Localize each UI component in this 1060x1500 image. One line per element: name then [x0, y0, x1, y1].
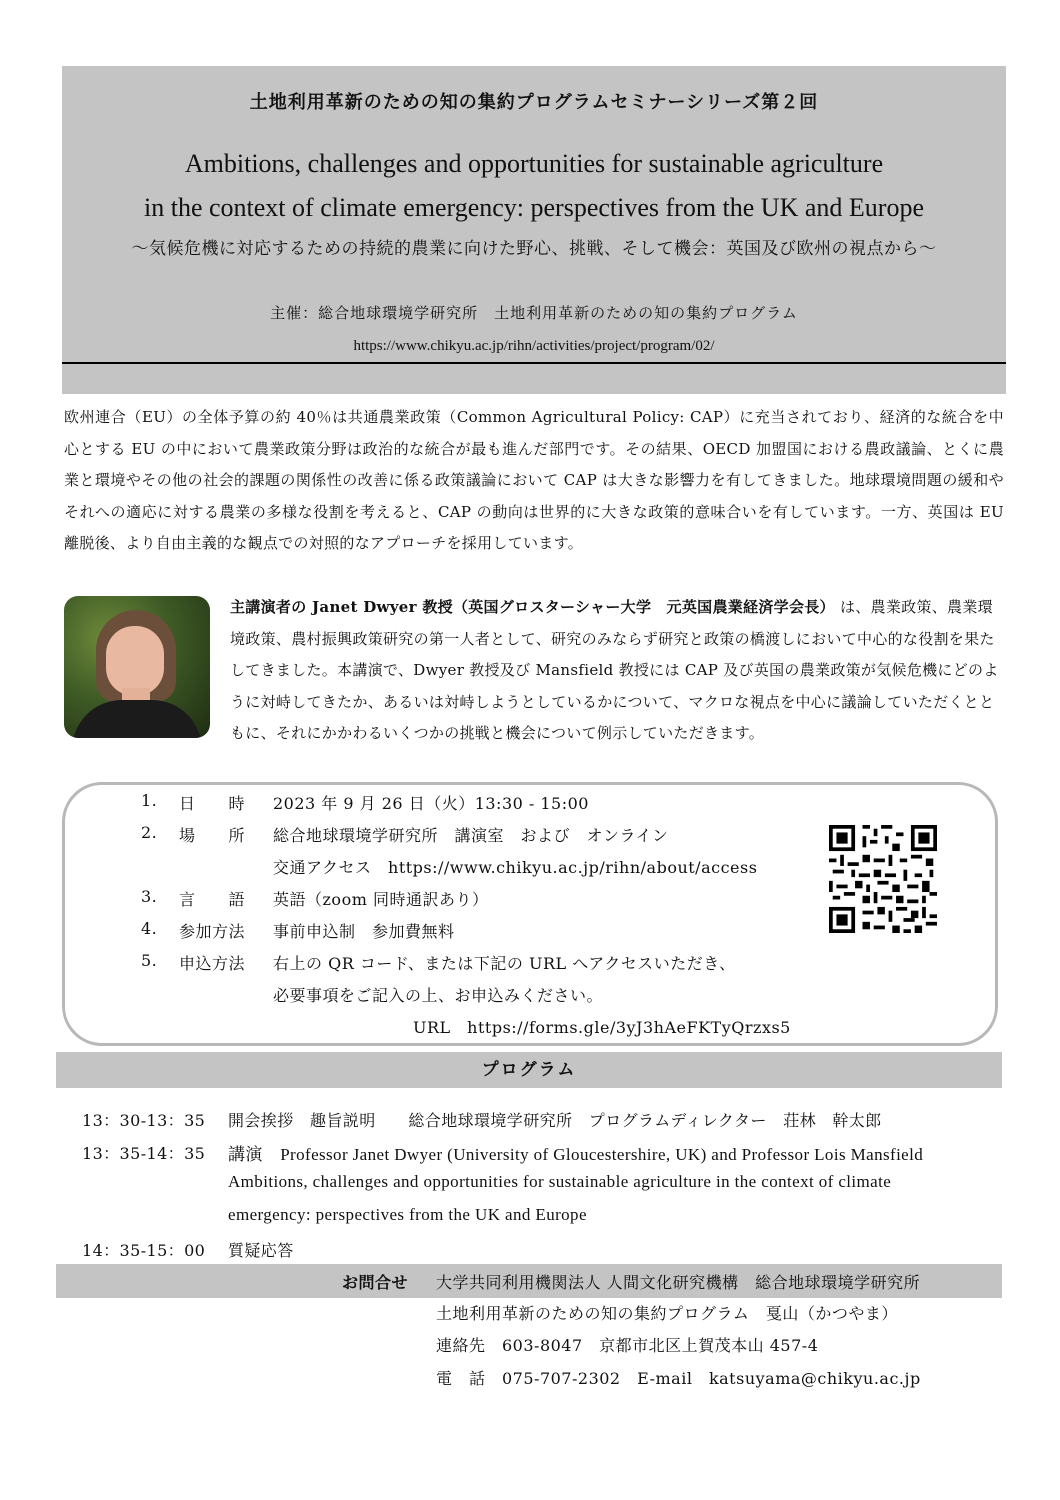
event-title-line2: in the context of climate emergency: perspectives from the UK and Europe — [144, 193, 924, 222]
event-details-box — [62, 782, 998, 1046]
program-time-3: 14：35-15：00 — [82, 1241, 206, 1260]
contact-label: お問合せ — [342, 1273, 409, 1292]
speaker-section — [64, 592, 1004, 750]
detail-num-3: 3. — [141, 887, 158, 906]
detail-value-application: 右上の QR コード、または下記の URL へアクセスいただき、 — [273, 954, 736, 973]
program-time-2: 13：35-14：35 — [82, 1144, 206, 1163]
intro-paragraph: 欧州連合（EU）の全体予算の約 40％は共通農業政策（Common Agricultural Policy: CAP）に充当されており、経済的な統合を中心とする EU の中において農業政策分野は政治的な統合が最も進んだ部門です。その結果、OECD 加盟国における農政議論、とくに農業と環境やその他の社会的課題の関係性の改善に係る政策議論において CAP は大きな影響力を有してきました。地球環境問題の緩和やそれへの適応に対する農業の多様な役割を考えると、CAP の動向は世界的に大きな政策的意味合いを有しています。一方、英国は EU 離脱後、より自由主義的な観点での対照的なアプローチを採用しています。 — [64, 408, 1004, 552]
detail-label-1: 日 時 — [179, 794, 246, 813]
detail-label-5: 申込方法 — [179, 954, 246, 973]
detail-num-5: 5. — [141, 951, 158, 970]
event-title-line1: Ambitions, challenges and opportunities for sustainable agriculture — [184, 149, 884, 178]
qr-code-icon[interactable] — [829, 825, 937, 933]
contact-address: 連絡先 603-8047 京都市北区上賀茂本山 457-4 — [436, 1336, 819, 1355]
event-title — [62, 142, 1006, 230]
program-entry-2-title-2: emergency: perspectives from the UK and Europe — [228, 1205, 587, 1224]
contact-phone-email[interactable]: 電 話 075-707-2302 E-mail katsuyama@chikyu.ac.jp — [436, 1369, 921, 1388]
contact-program: 土地利用革新のための知の集約プログラム 戛山（かつやま） — [436, 1304, 898, 1323]
detail-label-4: 参加方法 — [179, 922, 246, 941]
form-url[interactable]: URL https://forms.gle/3yJ3hAeFKTyQrzxs5 — [413, 1018, 791, 1037]
detail-num-2: 2. — [141, 823, 158, 842]
detail-value-application-2: 必要事項をご記入の上、お申込みください。 — [273, 986, 604, 1005]
contact-org: 大学共同利用機関法人 人間文化研究機構 総合地球環境学研究所 — [436, 1273, 921, 1292]
detail-label-2: 場 所 — [179, 826, 246, 845]
speaker-bio: は、農業政策、農業環境政策、農村振興政策研究の第一人者として、研究のみならず研究と政策の橋渡しにおいて中心的な役割を果たしてきました。本講演で、Dwyer 教授及び Mansfield 教授には CAP 及び英国の農業政策が気候危機にどのように対峙してきたか、あるいは対峙しようとしているかについて、マクロな視点を中心に議論していただくとともに、それにかかわるいくつかの挑戦と機会について例示していただきます。 — [230, 598, 999, 742]
program-entry-2: 講演 Professor Janet Dwyer (University of Gloucestershire, UK) and Professor Lois Mansfield — [228, 1145, 924, 1164]
event-subtitle: ～気候危機に対応するための持続的農業に向けた野心、挑戦、そして機会：英国及び欧州の視点から～ — [131, 239, 937, 259]
program-entry-1: 開会挨拶 趣旨説明 総合地球環境学研究所 プログラムディレクター 荘林 幹太郎 — [228, 1111, 882, 1130]
organizer: 主催：総合地球環境学研究所 土地利用革新のための知の集約プログラム — [270, 304, 798, 322]
detail-label-3: 言 語 — [179, 890, 246, 909]
header-banner — [62, 66, 1006, 394]
program-entry-3: 質疑応答 — [228, 1241, 294, 1260]
program-url[interactable]: https://www.chikyu.ac.jp/rihn/activities/project/program/02/ — [353, 338, 715, 354]
detail-num-1: 1. — [141, 791, 158, 810]
detail-value-venue: 総合地球環境学研究所 講演室 および オンライン — [273, 826, 669, 845]
detail-value-language: 英語（zoom 同時通訳あり） — [273, 890, 489, 909]
divider — [62, 362, 1006, 364]
detail-value-access[interactable]: 交通アクセス https://www.chikyu.ac.jp/rihn/about/access — [273, 858, 758, 877]
program-time-1: 13：30-13：35 — [82, 1111, 206, 1130]
detail-value-participation: 事前申込制 参加費無料 — [273, 922, 455, 941]
program-entry-2-title-1: Ambitions, challenges and opportunities for sustainable agriculture in the context of climate — [228, 1172, 892, 1191]
speaker-lead: 主講演者の Janet Dwyer 教授（英国グロスターシャー大学 元英国農業経済学会長） — [230, 598, 835, 616]
program-heading: プログラム — [56, 1052, 1002, 1088]
detail-num-4: 4. — [141, 919, 158, 938]
speaker-photo — [64, 596, 210, 738]
series-title: 土地利用革新のための知の集約プログラムセミナーシリーズ第２回 — [249, 92, 819, 113]
detail-value-date: 2023 年 9 月 26 日（火）13:30 - 15:00 — [273, 794, 589, 813]
